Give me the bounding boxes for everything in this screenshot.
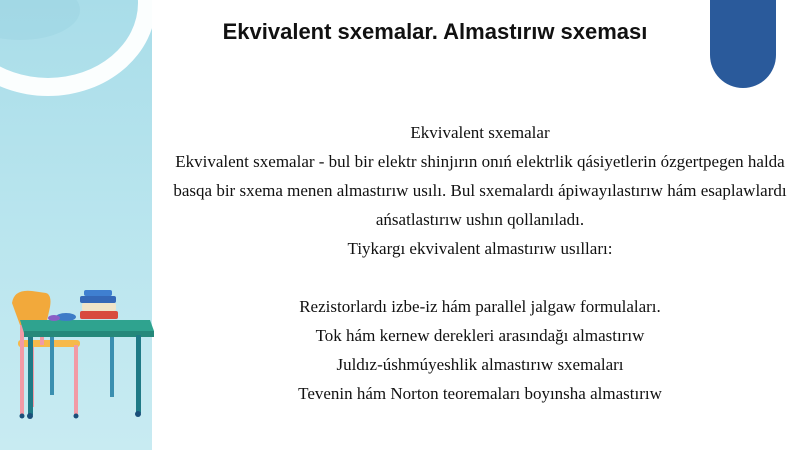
section-heading: Ekvivalent sxemalar (410, 123, 550, 142)
methods-heading: Tiykargı ekvivalent almastırıw usılları: (347, 239, 613, 258)
method-item: Rezistorlardı izbe-iz hám parallel jalgaw formulaları. (299, 297, 661, 316)
spacer (162, 263, 798, 292)
definition-paragraph: Ekvivalent sxemalar - bul bir elektr shinjırın onıń elektrlik qásiyetlerin ózgertpegen halda basqa bir sxema menen almastırıw usılı. Bul sxemalardı ápiwayılastırıw hám esaplawlardı ańsatlastırıw ushın qollanıladı. (173, 152, 787, 229)
school-desk-illustration-icon (10, 285, 160, 420)
method-item: Tok hám kernew derekleri arasındağı almastırıw (315, 326, 645, 345)
decor-blue-tab (710, 0, 776, 88)
slide-title: Ekvivalent sxemalar. Almastırıw sxeması (222, 19, 648, 44)
method-item: Juldız-úshmúyeshlik almastırıw sxemaları (336, 355, 624, 374)
slide-body (162, 118, 798, 408)
method-item: Tevenin hám Norton teoremaları boyınsha almastırıw (298, 384, 662, 403)
